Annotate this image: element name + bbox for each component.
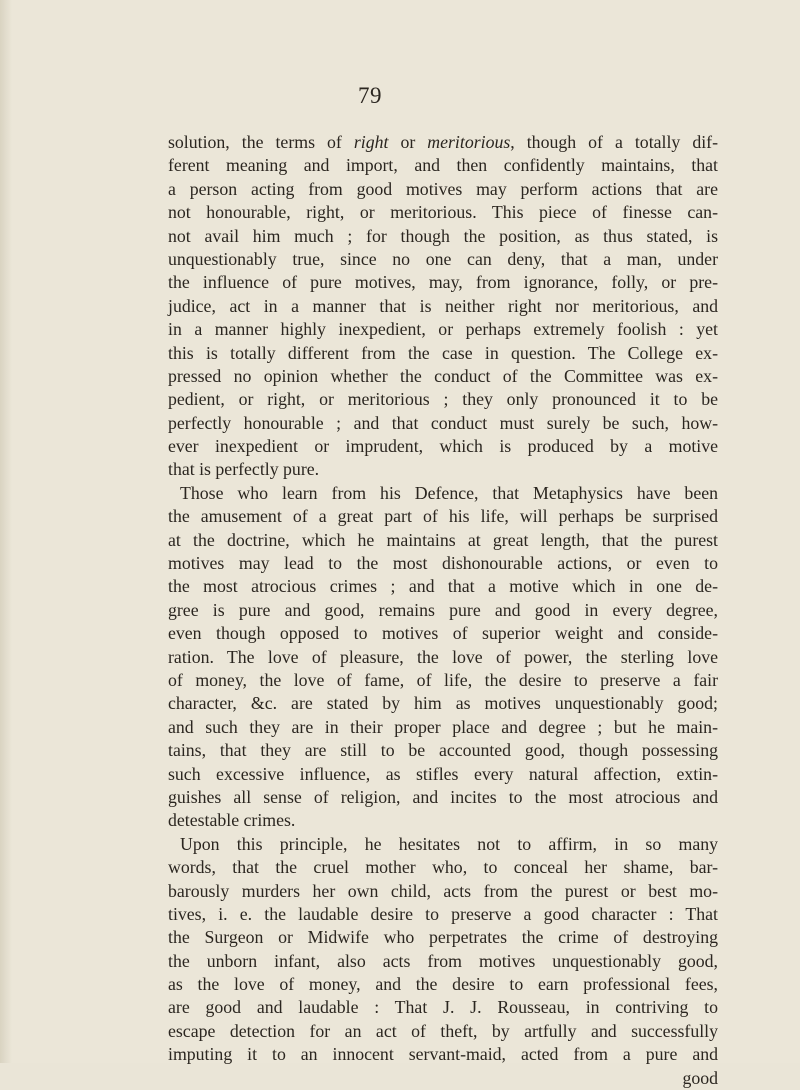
text-line: the most atrocious crimes ; and that a motive which in one de- [168,576,718,597]
text-line: and such they are in their proper place and degree ; but he main- [168,716,718,737]
text-line: are good and laudable : That J. J. Rousseau, in contriving to [168,997,718,1018]
text-line: unquestionably true, since no one can deny, that a man, under [168,248,718,269]
text-line: ration. The love of pleasure, the love of power, the sterling love [168,646,718,667]
text-line: in a manner highly inexpedient, or perhaps extremely foolish : yet [168,319,718,340]
text-line: tains, that they are still to be accounted good, though possessing [168,740,718,761]
text-line: the influence of pure motives, may, from ignorance, folly, or pre- [168,272,718,293]
text-line: the Surgeon or Midwife who perpetrates the crime of destroying [168,927,718,948]
text-line: Those who learn from his Defence, that Metaphysics have been [180,482,718,503]
text-line: solution, the terms of right or meritorious, though of a totally dif- [168,132,718,152]
text-line: ferent meaning and import, and then confidently maintains, that [168,155,718,176]
text-line: perfectly honourable ; and that conduct must surely be such, how- [168,412,718,433]
text-line: tives, i. e. the laudable desire to preserve a good character : That [168,903,718,924]
text-line: motives may lead to the most dishonourable actions, or even to [168,553,718,574]
text-line: even though opposed to motives of superior weight and conside- [168,623,718,644]
text-line: ever inexpedient or imprudent, which is produced by a motive [168,436,718,457]
text-line: as the love of money, and the desire to earn professional fees, [168,974,718,995]
body-text [168,131,718,1090]
text-line: the unborn infant, also acts from motives unquestionably good, [168,950,718,971]
text-line: at the doctrine, which he maintains at great length, that the purest [168,529,718,550]
text-line: barously murders her own child, acts from the purest or best mo- [168,880,718,901]
text-line: a person acting from good motives may perform actions that are [168,178,718,199]
text-line: not avail him much ; for though the position, as thus stated, is [168,225,718,246]
text-line: the amusement of a great part of his life, will perhaps be surprised [168,506,718,527]
text-line: detestable crimes. [168,810,296,831]
page-edge-shadow [0,0,12,1063]
page-number: 79 [358,83,382,108]
text-line: pedient, or right, or meritorious ; they only pronounced it to be [168,389,718,410]
text-line: such excessive influence, as stifles every natural affection, extin- [168,763,718,784]
text-line: that is perfectly pure. [168,459,320,480]
text-line: gree is pure and good, remains pure and good in every degree, [168,599,718,620]
text-line: pressed no opinion whether the conduct of the Committee was ex- [168,365,718,386]
text-line: good [682,1067,718,1088]
text-line: Upon this principle, he hesitates not to affirm, in so many [180,833,718,854]
text-line: imputing it to an innocent servant-maid, acted from a pure and [168,1044,718,1065]
text-line: this is totally different from the case in question. The College ex- [168,342,718,363]
text-line: character, &c. are stated by him as motives unquestionably good; [168,693,718,714]
text-line: not honourable, right, or meritorious. This piece of finesse can- [168,202,718,223]
text-line: guishes all sense of religion, and incites to the most atrocious and [168,786,718,807]
text-line: escape detection for an act of theft, by artfully and successfully [168,1020,718,1041]
text-line: words, that the cruel mother who, to conceal her shame, bar- [168,857,718,878]
text-line: of money, the love of fame, of life, the desire to preserve a fair [168,669,718,690]
text-line: judice, act in a manner that is neither right nor meritorious, and [168,295,718,316]
